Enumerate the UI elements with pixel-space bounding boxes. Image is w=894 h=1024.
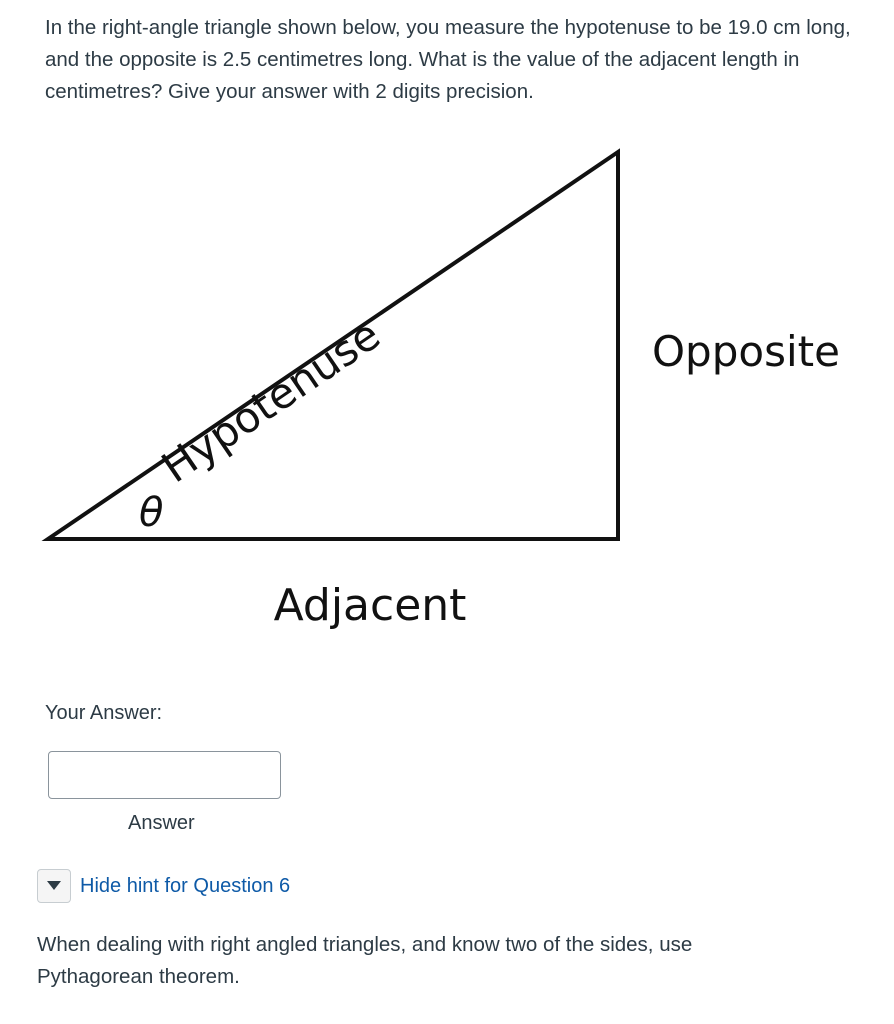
hint-toggle[interactable] xyxy=(37,867,290,905)
answer-caption: Answer xyxy=(128,812,195,834)
triangle-down-icon[interactable] xyxy=(37,869,71,903)
answer-input[interactable] xyxy=(48,751,281,799)
question-text: In the right-angle triangle shown below, you measure the hypotenuse to be 19.0 cm long, and the opposite is 2.5 centimetres long. What is the value of the adjacent length in centimetres? Give your answer with 2 digits precision. xyxy=(45,16,851,103)
hypotenuse-label: Hypotenuse xyxy=(152,309,389,493)
triangle-diagram xyxy=(0,130,894,650)
hide-hint-link[interactable]: Hide hint for Question 6 xyxy=(80,874,291,897)
hint-text: When dealing with right angled triangles, and know two of the sides, use Pythagorean theorem. xyxy=(37,933,693,988)
adjacent-label: Adjacent xyxy=(273,580,467,631)
your-answer-label: Your Answer: xyxy=(45,702,163,724)
opposite-label: Opposite xyxy=(652,327,840,376)
angle-theta-label: θ xyxy=(139,490,164,536)
